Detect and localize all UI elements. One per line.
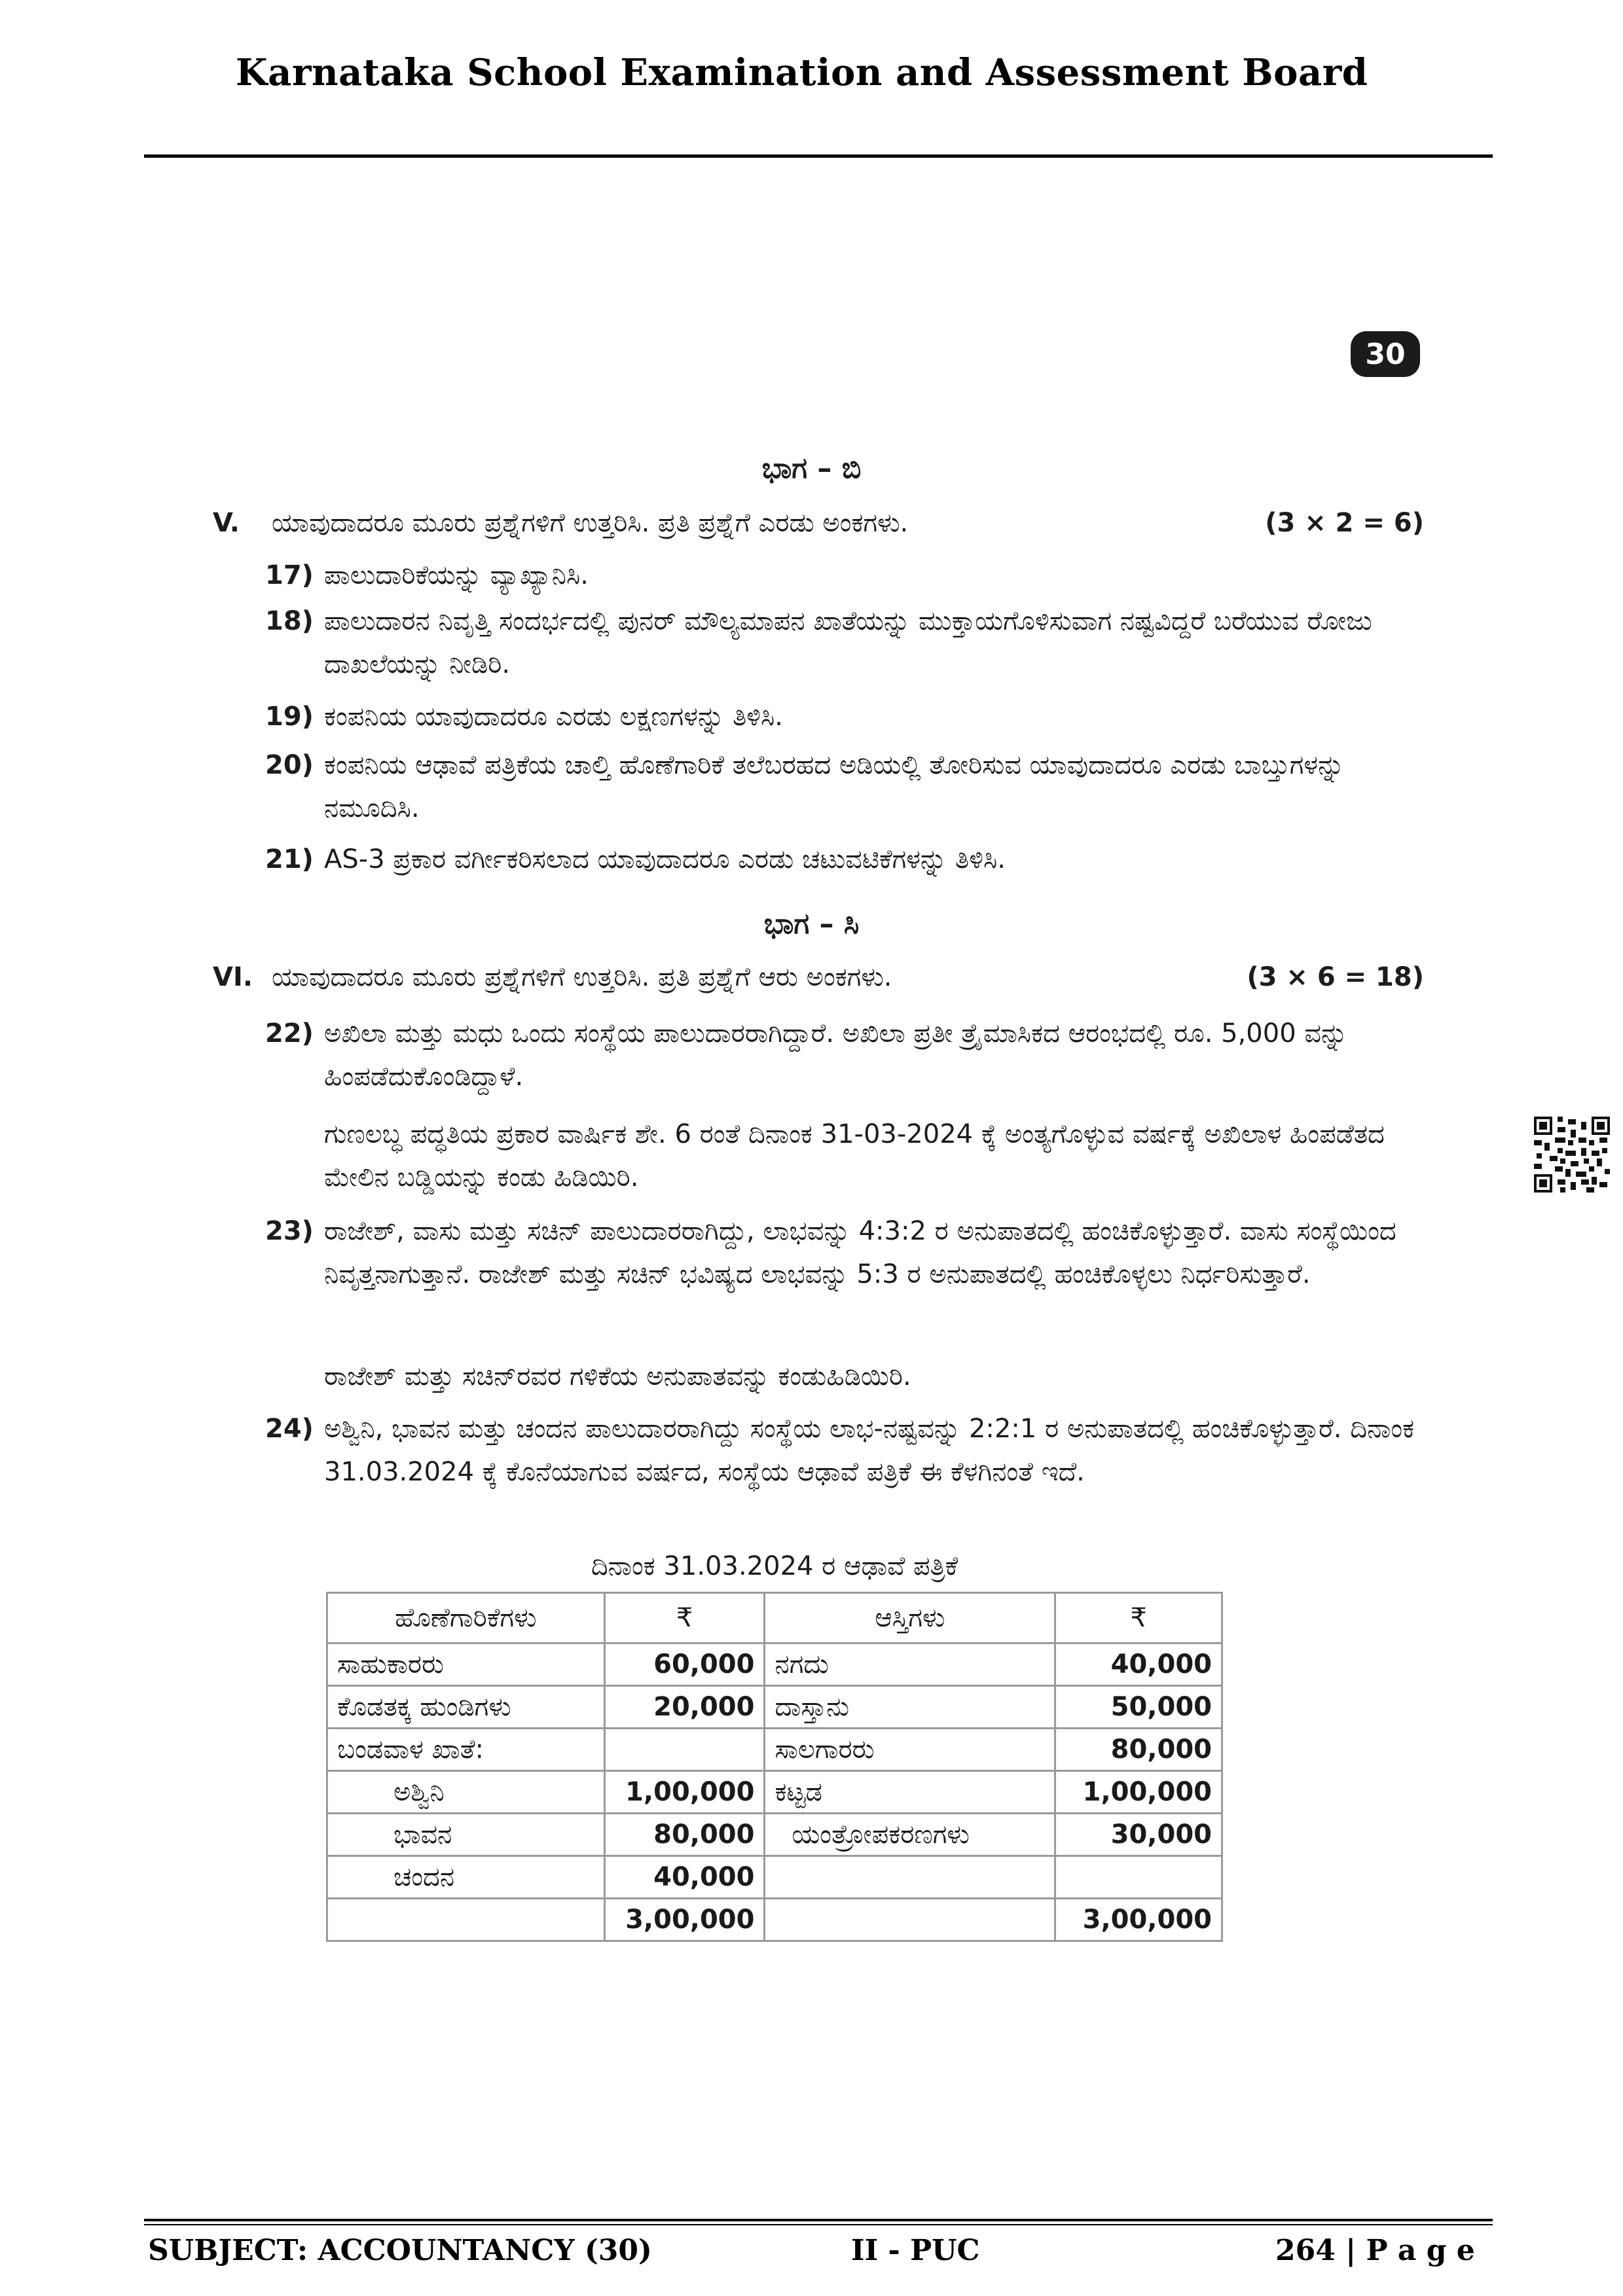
question-text: ಅಖಿಲಾ ಮತ್ತು ಮಧು ಒಂದು ಸಂಸ್ಥೆಯ ಪಾಲುದಾರರಾಗಿದ್ದಾರೆ. ಅಖಿಲಾ ಪ್ರತೀ ತ್ರೈಮಾಸಿಕದ ಆರಂಭದಲ್ಲಿ ರೂ. 5,000 ವನ್ನು ಹಿಂಪಡೆದುಕೊಂಡಿದ್ದಾಳೆ. (324, 1018, 1348, 1092)
question-21 (265, 838, 1424, 881)
footer-page-number: 264 | P a g e (1275, 2234, 1475, 2267)
table-row (327, 1856, 1222, 1899)
question-17 (265, 554, 1424, 597)
liability-cell: ಭಾವನ (327, 1814, 605, 1856)
qr-code-icon (1534, 1117, 1610, 1193)
question-22-task: ಗುಣಲಬ್ಧ ಪದ್ಧತಿಯ ಪ್ರಕಾರ ವಾರ್ಷಿಕ ಶೇ. 6 ರಂತೆ ದಿನಾಂಕ 31-03-2024 ಕ್ಕೆ ಅಂತ್ಯಗೊಳ್ಳುವ ವರ್ಷಕ್ಕೆ ಅಖಿಲಾಳ ಹಿಂಪಡೆತದ ಮೇಲಿನ ಬಡ್ಡಿಯನ್ನು ಕಂಡು ಹಿಡಿಯಿರಿ. (324, 1119, 1385, 1193)
part-b-instruction: ಯಾವುದಾದರೂ ಮೂರು ಪ್ರಶ್ನೆಗಳಿಗೆ ಉತ್ತರಿಸಿ. ಪ್ರತಿ ಪ್ರಶ್ನೆಗೆ ಎರಡು ಅಂಕಗಳು. (272, 508, 909, 538)
question-text: ಪಾಲುದಾರಿಕೆಯನ್ನು ವ್ಯಾಖ್ಯಾನಿಸಿ. (324, 560, 589, 590)
asset-amount: 50,000 (1055, 1686, 1222, 1729)
asset-amount: 40,000 (1055, 1643, 1222, 1686)
part-b-marks: (3 × 2 = 6) (1265, 508, 1424, 538)
asset-amount: 80,000 (1055, 1729, 1222, 1771)
footer-class: II - PUC (851, 2234, 980, 2267)
question-text: ಕಂಪನಿಯ ಯಾವುದಾದರೂ ಎರಡು ಲಕ್ಷಣಗಳನ್ನು ತಿಳಿಸಿ. (324, 702, 784, 732)
header-rupee: ₹ (604, 1593, 765, 1643)
liability-cell: ಸಾಹುಕಾರರು (327, 1643, 605, 1686)
section-number: VI. (213, 962, 253, 992)
asset-total: 3,00,000 (1055, 1899, 1222, 1941)
asset-cell: ಯಂತ್ರೋಪಕರಣಗಳು (765, 1814, 1055, 1856)
question-text: ಅಶ್ವಿನಿ, ಭಾವನ ಮತ್ತು ಚಂದನ ಪಾಲುದಾರರಾಗಿದ್ದು ಸಂಸ್ಥೆಯ ಲಾಭ-ನಷ್ಟವನ್ನು 2:2:1 ರ ಅನುಪಾತದಲ್ಲಿ ಹಂಚಿಕೊಳ್ಳುತ್ತಾರೆ. ದಿನಾಂಕ 31.03.2024 ಕ್ಕೆ ಕೊನೆಯಾಗುವ ವರ್ಷದ, ಸಂಸ್ಥೆಯ ಆಢಾವೆ ಪತ್ರಿಕೆ ಈ ಕೆಳಗಿನಂತೆ ಇದೆ. (324, 1414, 1415, 1487)
liability-cell (327, 1899, 605, 1941)
liability-cell: ಚಂದನ (327, 1856, 605, 1899)
question-22 (265, 1012, 1424, 1098)
question-number: 21) (265, 844, 314, 874)
asset-cell (765, 1899, 1055, 1941)
asset-cell: ಸಾಲಗಾರರು (765, 1729, 1055, 1771)
footer-divider (144, 2219, 1493, 2221)
question-number: 23) (265, 1216, 314, 1246)
question-text: ರಾಜೇಶ್, ವಾಸು ಮತ್ತು ಸಚಿನ್ ಪಾಲುದಾರರಾಗಿದ್ದು, ಲಾಭವನ್ನು 4:3:2 ರ ಅನುಪಾತದಲ್ಲಿ ಹಂಚಿಕೊಳ್ಳುತ್ತಾರೆ. ವಾಸು ಸಂಸ್ಥೆಯಿಂದ ನಿವೃತ್ತನಾಗುತ್ತಾನೆ. ರಾಜೇಶ್ ಮತ್ತು ಸಚಿನ್ ಭವಿಷ್ಯದ ಲಾಭವನ್ನು 5:3 ರ ಅನುಪಾತದಲ್ಲಿ ಹಂಚಿಕೊಳ್ಳಲು ನಿರ್ಧರಿಸುತ್ತಾರೆ. (324, 1216, 1396, 1289)
liability-cell: ಬಂಡವಾಳ ಖಾತೆ: (327, 1729, 605, 1771)
liability-amount: 80,000 (604, 1814, 765, 1856)
part-c-title: ಭಾಗ – ಸಿ (763, 907, 860, 941)
footer-subject: SUBJECT: ACCOUNTANCY (30) (148, 2234, 652, 2267)
question-24 (265, 1407, 1424, 1494)
part-b-title: ಭಾಗ – ಬಿ (761, 452, 862, 485)
board-title: Karnataka School Examination and Assessment Board (236, 51, 1368, 94)
liability-cell: ಅಶ್ವಿನಿ (327, 1771, 605, 1814)
balance-sheet-caption: ದಿನಾಂಕ 31.03.2024 ರ ಆಢಾವೆ ಪತ್ರಿಕೆ (591, 1551, 958, 1581)
section-number: V. (213, 508, 240, 538)
question-18 (265, 600, 1424, 686)
asset-amount (1055, 1856, 1222, 1899)
question-number: 18) (265, 606, 314, 636)
liability-amount (604, 1729, 765, 1771)
question-text: ಕಂಪನಿಯ ಆಢಾವೆ ಪತ್ರಿಕೆಯ ಚಾಲ್ತಿ ಹೊಣೆಗಾರಿಕೆ ತಲೆಬರಹದ ಅಡಿಯಲ್ಲಿ ತೋರಿಸುವ ಯಾವುದಾದರೂ ಎರಡು ಬಾಬ್ತುಗಳನ್ನು ನಮೂದಿಸಿ. (324, 750, 1345, 823)
liability-amount: 1,00,000 (604, 1771, 765, 1814)
liability-total: 3,00,000 (604, 1899, 765, 1941)
header-rupee: ₹ (1055, 1593, 1222, 1643)
question-number: 19) (265, 702, 314, 732)
question-number: 22) (265, 1018, 314, 1049)
question-text: ಪಾಲುದಾರನ ನಿವೃತ್ತಿ ಸಂದರ್ಭದಲ್ಲಿ ಪುನರ್ ಮೌಲ್ಯಮಾಪನ ಖಾತೆಯನ್ನು ಮುಕ್ತಾಯಗೊಳಿಸುವಾಗ ನಷ್ಟವಿದ್ದರೆ ಬರೆಯುವ ರೋಜು ದಾಖಲೆಯನ್ನು ನೀಡಿರಿ. (324, 606, 1372, 679)
question-23-task: ರಾಜೇಶ್ ಮತ್ತು ಸಚಿನ್‌ರವರ ಗಳಿಕೆಯ ಅನುಪಾತವನ್ನು ಕಂಡುಹಿಡಿಯಿರಿ. (324, 1361, 911, 1391)
header-assets: ಆಸ್ತಿಗಳು (765, 1593, 1055, 1643)
table-row (327, 1771, 1222, 1814)
liability-amount: 40,000 (604, 1856, 765, 1899)
part-c-instruction-row (213, 962, 1424, 992)
question-number: 17) (265, 560, 314, 590)
liability-cell: ಕೊಡತಕ್ಕ ಹುಂಡಿಗಳು (327, 1686, 605, 1729)
asset-cell: ನಗದು (765, 1643, 1055, 1686)
asset-amount: 1,00,000 (1055, 1771, 1222, 1814)
asset-cell: ದಾಸ್ತಾನು (765, 1686, 1055, 1729)
asset-cell (765, 1856, 1055, 1899)
balance-sheet-table (326, 1592, 1223, 1942)
part-b-instruction-row (213, 508, 1424, 538)
header-divider (144, 154, 1493, 158)
header-liabilities: ಹೊಣೆಗಾರಿಕೆಗಳು (327, 1593, 605, 1643)
question-20 (265, 744, 1424, 830)
liability-amount: 60,000 (604, 1643, 765, 1686)
paper-code-badge: 30 (1351, 331, 1420, 377)
table-row (327, 1814, 1222, 1856)
footer-divider-thin (144, 2224, 1493, 2225)
table-row (327, 1686, 1222, 1729)
question-text: AS-3 ಪ್ರಕಾರ ವರ್ಗೀಕರಿಸಲಾದ ಯಾವುದಾದರೂ ಎರಡು ಚಟುವಟಿಕೆಗಳನ್ನು ತಿಳಿಸಿ. (324, 844, 1006, 874)
part-c-marks: (3 × 6 = 18) (1247, 962, 1424, 992)
part-c-instruction: ಯಾವುದಾದರೂ ಮೂರು ಪ್ರಶ್ನೆಗಳಿಗೆ ಉತ್ತರಿಸಿ. ಪ್ರತಿ ಪ್ರಶ್ನೆಗೆ ಆರು ಅಂಕಗಳು. (272, 962, 892, 992)
liability-amount: 20,000 (604, 1686, 765, 1729)
question-23 (265, 1210, 1424, 1296)
asset-amount: 30,000 (1055, 1814, 1222, 1856)
asset-cell: ಕಟ್ಟಡ (765, 1771, 1055, 1814)
table-total-row (327, 1899, 1222, 1941)
table-header-row (327, 1593, 1222, 1643)
table-row (327, 1729, 1222, 1771)
question-number: 20) (265, 750, 314, 780)
question-number: 24) (265, 1414, 314, 1444)
question-19 (265, 695, 1424, 738)
table-row (327, 1643, 1222, 1686)
